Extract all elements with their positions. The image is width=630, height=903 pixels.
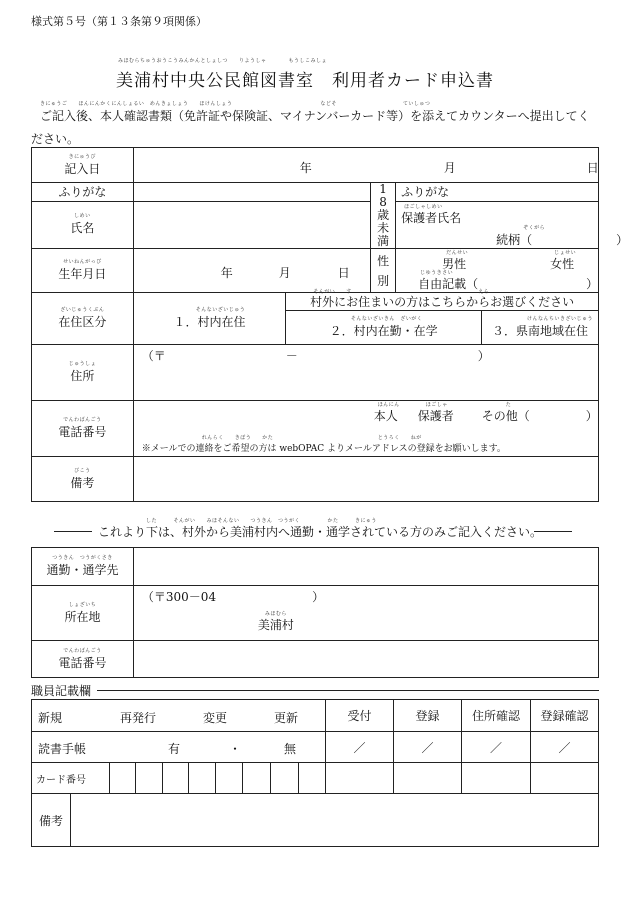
birth-year: 年	[220, 266, 233, 280]
card-extra[interactable]	[462, 763, 531, 794]
reader-notebook-cell: 読書手帳 有 ・ 無	[32, 732, 326, 763]
entry-day: 日	[586, 161, 599, 175]
entry-date-label-cell: きにゅうび 記入日	[32, 148, 134, 183]
reader-notebook-no[interactable]: 無	[284, 742, 297, 756]
location-field[interactable]: （〒300－04 ） みほむら 美浦村	[133, 586, 598, 641]
guardian-name-label: 保護者氏名	[401, 210, 462, 225]
birth-day: 日	[337, 266, 350, 280]
separator-line-right	[534, 531, 572, 532]
workplace-label-cell: つうきん つうがくさき 通勤・通学先	[32, 548, 134, 586]
col-reception: 受付	[326, 700, 394, 732]
email-note: ※メールでの連絡をご希望の方は webOPAC よりメールアドレスの登録をお願いします。	[141, 444, 506, 454]
card-digit[interactable]	[109, 763, 136, 794]
card-digit[interactable]	[136, 763, 163, 794]
entry-date-label: 記入日	[64, 161, 101, 176]
entry-year: 年	[299, 161, 312, 175]
gender-male-option[interactable]: 男性	[442, 257, 467, 271]
gender-female-option[interactable]: 女性	[550, 257, 575, 271]
form-number: 様式第５号（第１３条第９項関係）	[31, 15, 207, 28]
name-field[interactable]	[133, 201, 370, 248]
residence-option-2[interactable]: そんないざいきん ざいがく ２．村内在勤・在学	[286, 311, 482, 345]
furigana-label: ふりがな	[32, 183, 134, 202]
status-reissue[interactable]: 再発行	[120, 711, 157, 725]
furigana-field[interactable]	[133, 183, 370, 202]
card-digit[interactable]	[215, 763, 243, 794]
reader-notebook-yes[interactable]: 有	[168, 742, 181, 756]
instructions-ruby: きにゅうご ほんにんかくにんしょるい めんきょしょう ほけんしょう などそ ていしゅつ	[40, 101, 431, 107]
residence-label-cell: ざいじゅうくぶん 在住区分	[32, 293, 134, 345]
phone-field[interactable]: ほんにん 本人 ほごしゃ 保護者 た その他（ ） れんらく きぼう かた とうろく ねが ※メールでの連絡をご希望の方は webOPAC よりメールアドレスの登録をお願いします。	[133, 401, 598, 457]
location-village: 美浦村	[257, 618, 294, 632]
card-extra[interactable]	[530, 763, 598, 794]
address-check[interactable]: ／	[462, 732, 531, 763]
separator-line-left	[54, 531, 92, 532]
page-title: 美浦村中央公民館図書室 利用者カード申込書	[116, 71, 494, 91]
residence-option-1[interactable]: そんないざいじゅう １．村内在住	[133, 293, 286, 345]
workplace-label: 通勤・通学先	[46, 563, 119, 577]
entry-month: 月	[443, 161, 456, 175]
card-digit[interactable]	[243, 763, 271, 794]
location-postal: （〒300－04 ）	[141, 590, 325, 604]
reader-notebook-label: 読書手帳	[38, 742, 87, 756]
status-renew[interactable]: 更新	[274, 711, 299, 725]
card-digit[interactable]	[298, 763, 326, 794]
phone-other-option[interactable]: その他（	[481, 409, 530, 423]
commute-form-table	[31, 547, 599, 678]
remarks-label: 備考	[70, 475, 95, 490]
phone-label: 電話番号	[58, 425, 107, 439]
main-form-table	[31, 147, 629, 502]
card-number-label: カード番号	[32, 763, 110, 794]
registration-check[interactable]: ／	[394, 732, 462, 763]
address-label: 住所	[70, 369, 95, 383]
card-digit[interactable]	[189, 763, 216, 794]
staff-heading-line	[97, 690, 599, 691]
commute-section-note: これより下は、村外から美浦村内へ通勤・通学されている方のみご記入ください。	[98, 525, 543, 539]
staff-remarks-label: 備考	[32, 794, 71, 847]
card-extra[interactable]	[326, 763, 394, 794]
card-digit[interactable]	[162, 763, 189, 794]
phone-self-option[interactable]: 本人	[373, 409, 398, 423]
workplace-field[interactable]	[133, 548, 598, 586]
guardian-relation-label: 続柄（ ）	[496, 232, 629, 247]
name-label: 氏名	[70, 221, 95, 236]
gender-label: 性 別	[371, 249, 396, 293]
phone-guardian-option[interactable]: 保護者	[417, 409, 454, 423]
entry-date-field[interactable]	[133, 148, 598, 183]
card-extra[interactable]	[394, 763, 462, 794]
phone-label-cell: でんわばんごう 電話番号	[32, 401, 134, 457]
gender-free-option[interactable]: 自由記載（ ）	[418, 277, 599, 291]
instructions-line1: ご記入後、本人確認書類（免許証や保険証、マイナンバーカード等）を添えてカウンターへ提出してく	[40, 109, 590, 123]
birthdate-field[interactable]	[133, 249, 370, 293]
col-address-check: 住所確認	[462, 700, 531, 732]
birth-month: 月	[278, 266, 291, 280]
work-phone-label-cell: でんわばんごう 電話番号	[32, 641, 134, 678]
staff-heading: 職員記載欄	[31, 684, 92, 698]
status-cell	[32, 700, 326, 732]
remarks-field[interactable]	[133, 457, 598, 502]
staff-remarks-table	[31, 793, 599, 847]
gender-field[interactable]: だんせい 男性 じょせい 女性 じゆうきさい 自由記載（ ）	[396, 249, 599, 293]
reception-check[interactable]: ／	[326, 732, 394, 763]
birthdate-label: 生年月日	[58, 267, 107, 281]
instructions-line2: ださい。	[31, 132, 80, 146]
birthdate-label-cell: せいねんがっぴ 生年月日	[32, 249, 134, 293]
residence-outside-note: そんがい す えら 村外にお住まいの方はこちらからお選びください	[286, 293, 599, 311]
residence-label: 在住区分	[58, 315, 107, 329]
guardian-name-field[interactable]: ほごしゃしめい 保護者氏名 ぞくがら 続柄（ ）	[396, 201, 599, 248]
work-phone-label: 電話番号	[58, 655, 107, 670]
col-registration-check: 登録確認	[530, 700, 598, 732]
status-new[interactable]: 新規	[38, 711, 63, 725]
guardian-furigana-field[interactable]: ふりがな	[396, 183, 599, 202]
work-phone-field[interactable]	[133, 641, 598, 678]
title-ruby: みほむらちゅうおうこうみんかんとしょしつ りようしゃ もうしこみしょ	[118, 58, 328, 64]
under18-label: 1 8 歳 未 満	[371, 183, 396, 249]
registration-confirm-check[interactable]: ／	[530, 732, 598, 763]
address-postal: （〒 － ）	[141, 349, 490, 363]
col-registration: 登録	[394, 700, 462, 732]
card-digit[interactable]	[271, 763, 299, 794]
name-label-cell: しめい 氏名	[32, 201, 134, 248]
location-label: 所在地	[64, 609, 101, 624]
residence-option-3[interactable]: けんなんちいきざいじゅう ３．県南地域在住	[481, 311, 598, 345]
address-label-cell: じゅうしょ 住所	[32, 345, 134, 401]
location-label-cell: しょざいち 所在地	[32, 586, 134, 641]
staff-remarks-field[interactable]	[70, 794, 598, 847]
address-field[interactable]	[133, 345, 598, 401]
remarks-label-cell: びこう 備考	[32, 457, 134, 502]
staff-table-top	[31, 699, 599, 794]
status-change[interactable]: 変更	[203, 711, 228, 725]
